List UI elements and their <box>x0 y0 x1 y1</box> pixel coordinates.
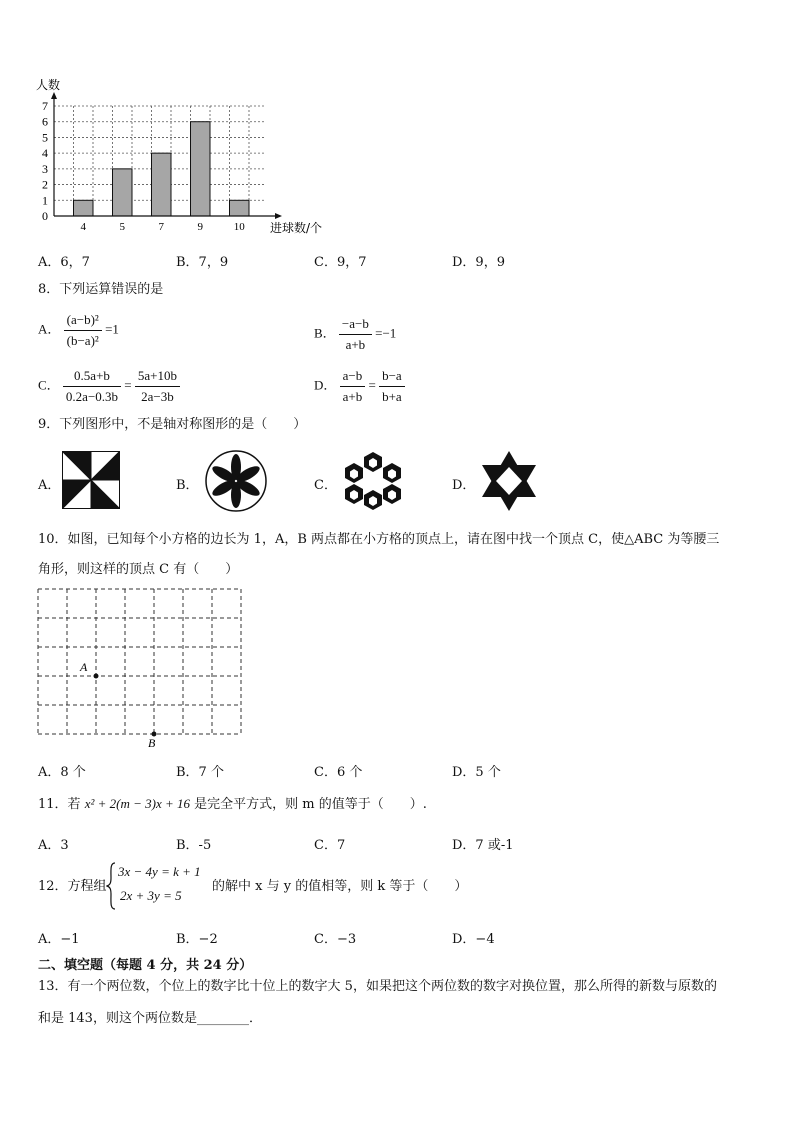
q11-option-b[interactable]: B．-5 <box>176 838 212 853</box>
x-tick-label-5: 5 <box>119 221 125 233</box>
hexagon-ring <box>345 452 401 510</box>
y-axis-arrow <box>51 92 57 99</box>
q11-option-c[interactable]: C．7 <box>314 838 346 853</box>
section-title: 二、填空题（每题 4 分，共 24 分） <box>38 958 253 973</box>
bar-7 <box>152 153 172 216</box>
q8-b-num: −a−b <box>339 316 372 335</box>
q8-c-den: 0.2a−0.3b <box>65 389 119 404</box>
q8-c-den2: 2a−3b <box>141 389 174 404</box>
y-tick-label-5: 5 <box>42 130 48 145</box>
q7-option-a[interactable]: A．6，7 <box>38 255 90 270</box>
x-axis-title: 进球数/个 <box>270 221 323 234</box>
x-tick-label-9: 9 <box>197 221 203 233</box>
q8-a-rhs: =1 <box>105 321 119 337</box>
bar-5 <box>113 169 133 216</box>
x-axis-arrow <box>275 213 282 219</box>
hexagon-ring-figure[interactable] <box>340 450 406 512</box>
q9-label-d: D． <box>452 478 476 493</box>
q10-option-b[interactable]: B．7 个 <box>176 765 224 780</box>
q12-brace <box>106 862 116 910</box>
q12-option-a[interactable]: A．−1 <box>38 932 80 947</box>
bar-9 <box>191 122 211 216</box>
q9-label-b: B． <box>176 478 199 493</box>
dashed-grid-figure <box>34 585 248 750</box>
pinwheel-figure[interactable] <box>62 451 120 509</box>
q10-option-d[interactable]: D．5 个 <box>452 765 501 780</box>
y-tick-label-0: 0 <box>42 209 48 223</box>
x-tick-label-4: 4 <box>80 221 86 233</box>
q8-d-den: a+b <box>342 389 363 404</box>
q8-a-label: A． <box>38 321 61 337</box>
y-tick-label-7: 7 <box>42 99 48 113</box>
q8-b-den: a+b <box>345 337 366 352</box>
q7-option-b[interactable]: B．7，9 <box>176 255 229 270</box>
flower-circle-figure[interactable] <box>204 449 268 513</box>
q12-option-b[interactable]: B．−2 <box>176 932 218 947</box>
q11-suffix: 是完全平方式，则 m 的值等于（ ）. <box>190 797 427 812</box>
q8-d-num2: b−a <box>379 368 405 387</box>
q8-b-label: B． <box>314 325 336 341</box>
q11-prefix: 11．若 <box>38 797 85 812</box>
q9-label-a: A． <box>38 478 61 493</box>
point-a-label: A <box>80 660 88 674</box>
q7-option-c[interactable]: C．9，7 <box>314 255 367 270</box>
bar-4 <box>74 200 94 216</box>
q10-stem-line2: 角形，则这样的顶点 C 有（ ） <box>38 562 239 577</box>
q12-prefix: 12．方程组 <box>38 879 107 894</box>
hexagram-figure[interactable] <box>478 449 540 513</box>
q8-option-c[interactable] <box>38 368 180 405</box>
bar-10 <box>230 200 250 216</box>
q8-d-eq: = <box>368 377 376 393</box>
bar-chart <box>30 74 350 234</box>
q10-stem-line1: 10．如图，已知每个小方格的边长为 1，A，B 两点都在小方格的顶点上，请在图中找一个顶点 C，使△ABC 为等腰三 <box>38 532 720 547</box>
q8-option-d[interactable] <box>314 368 405 405</box>
q8-option-b[interactable] <box>314 316 396 353</box>
q7-option-d[interactable]: D．9，9 <box>452 255 505 270</box>
q12-option-d[interactable]: D．−4 <box>452 932 495 947</box>
y-tick-label-1: 1 <box>42 193 48 208</box>
q8-b-rhs: =−1 <box>375 325 397 341</box>
q10-option-a[interactable]: A．8 个 <box>38 765 86 780</box>
q10-option-c[interactable]: C．6 个 <box>314 765 363 780</box>
y-tick-label-6: 6 <box>42 114 48 129</box>
q12-option-c[interactable]: C．−3 <box>314 932 357 947</box>
x-tick-label-10: 10 <box>233 221 245 233</box>
q8-c-num: 0.5a+b <box>63 368 121 387</box>
q8-c-label: C． <box>38 377 60 393</box>
q12-equation-2: 2x + 3y = 5 <box>120 888 182 903</box>
q8-d-den2: b+a <box>382 389 402 404</box>
y-axis-title: 人数 <box>36 78 61 92</box>
q9-stem: 9．下列图形中，不是轴对称图形的是（ ） <box>38 417 307 432</box>
y-tick-label-2: 2 <box>42 177 48 192</box>
q8-c-eq: = <box>124 377 132 393</box>
q13-line2: 和是 143，则这个两位数是________． <box>38 1011 262 1026</box>
q11-stem <box>38 796 427 813</box>
q8-a-den: (b−a)² <box>66 333 99 348</box>
point-b-label: B <box>148 736 156 750</box>
q8-c-num2: 5a+10b <box>135 368 180 387</box>
q11-expression: x² + 2(m − 3)x + 16 <box>84 796 190 811</box>
q11-option-d[interactable]: D．7 或-1 <box>452 838 514 853</box>
q12-suffix: 的解中 x 与 y 的值相等，则 k 等于（ ） <box>212 879 468 894</box>
y-tick-label-3: 3 <box>42 161 48 176</box>
y-tick-label-4: 4 <box>42 146 48 161</box>
point-a-dot <box>94 674 99 679</box>
dashed-grid-lines <box>38 589 241 734</box>
q8-d-num: a−b <box>340 368 366 387</box>
q9-label-c: C． <box>314 478 337 493</box>
q8-stem: 8．下列运算错误的是 <box>38 282 164 297</box>
q8-option-a[interactable] <box>38 312 119 349</box>
x-tick-label-7: 7 <box>158 221 164 233</box>
q8-a-num: (a−b)² <box>64 312 102 331</box>
q13-line1: 13．有一个两位数，个位上的数字比十位上的数字大 5，如果把这个两位数的数字对换位置，那么所得的新数与原数的 <box>38 979 717 994</box>
q11-option-a[interactable]: A．3 <box>38 838 69 853</box>
q12-equation-1: 3x − 4y = k + 1 <box>118 864 201 879</box>
q8-d-label: D． <box>314 377 337 393</box>
